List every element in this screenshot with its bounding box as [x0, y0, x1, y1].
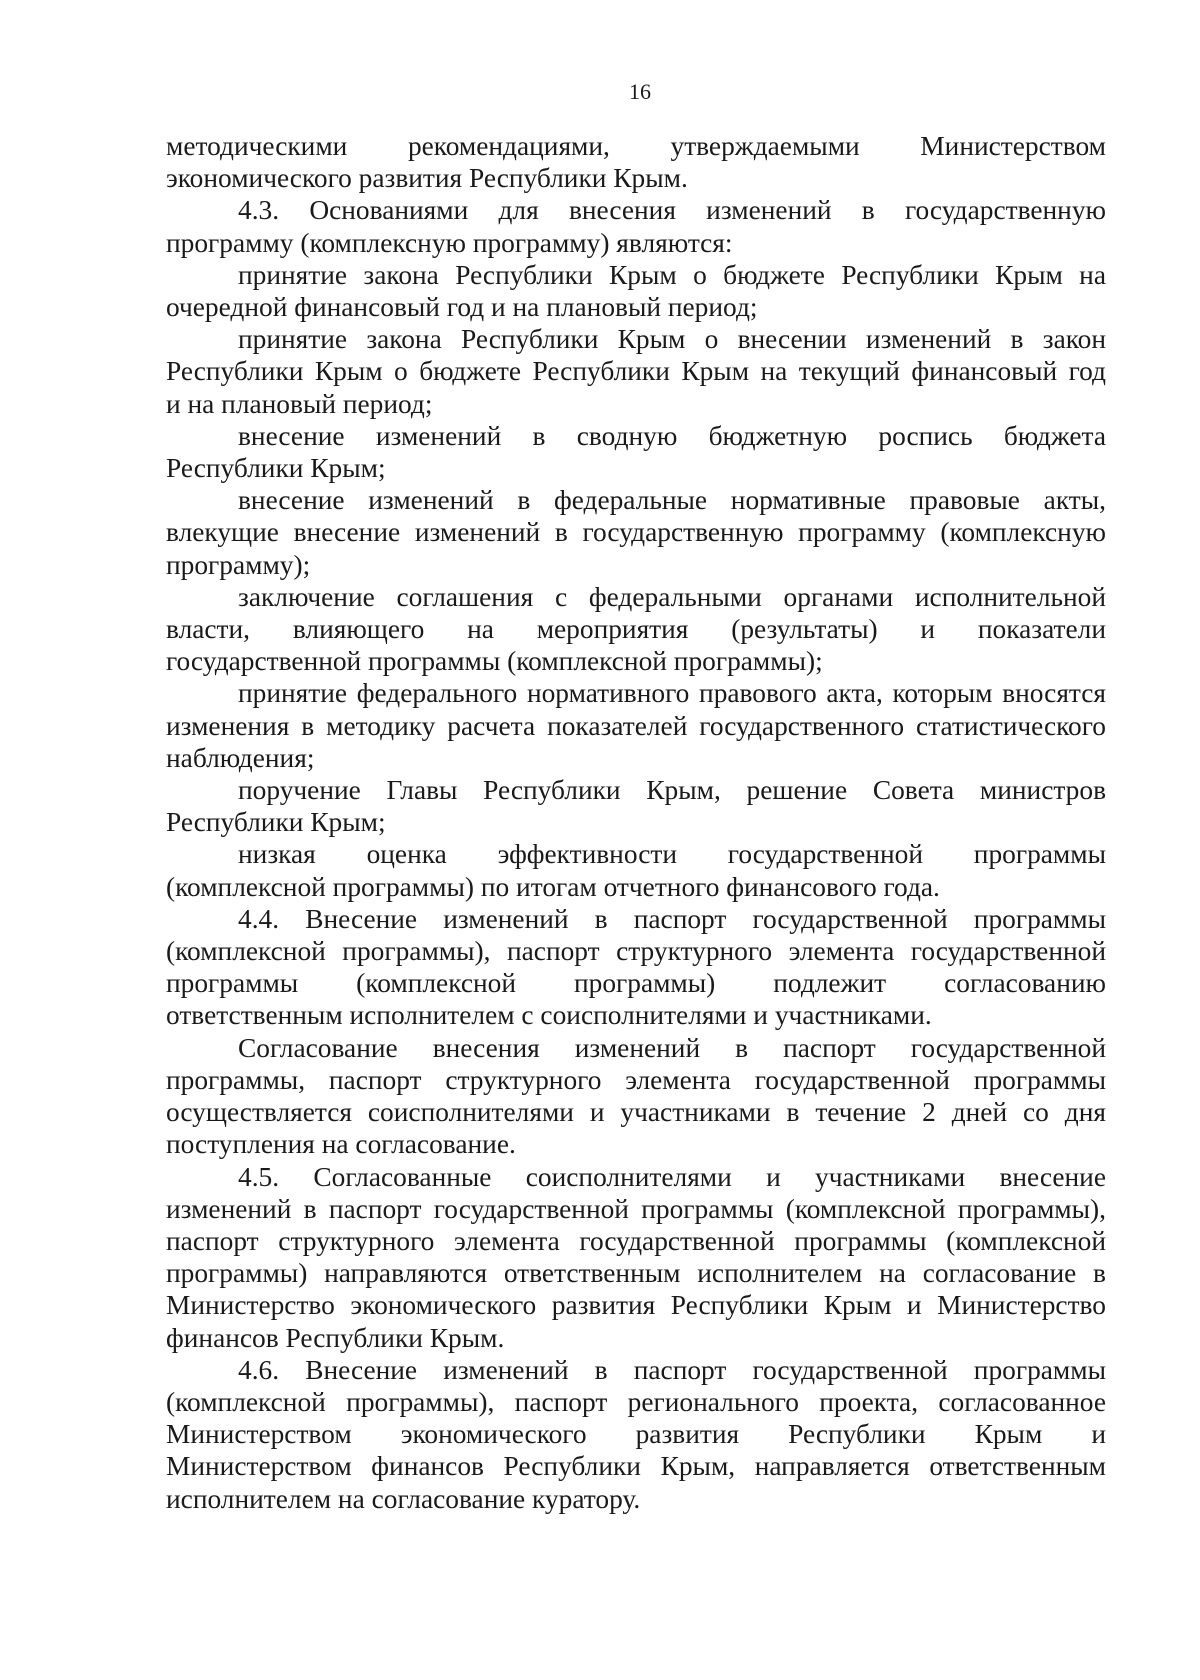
text-line: программы (комплексной программы) подлежит согласованию	[166, 968, 1106, 999]
paragraph	[166, 774, 1106, 838]
paragraph	[166, 130, 1106, 194]
text-line: Министерство экономического развития Республики Крым и Министерство	[166, 1290, 1106, 1321]
text-line: 4.6. Внесение изменений в паспорт государственной программы	[238, 1354, 1106, 1385]
text-line: внесение изменений в сводную бюджетную роспись бюджета	[238, 420, 1106, 451]
text-line: Республики Крым;	[166, 453, 386, 484]
page-number: 16	[629, 79, 651, 104]
text-line: программу (комплексную программу) являются:	[166, 227, 733, 258]
document-body	[166, 130, 1106, 1515]
text-line: наблюдения;	[166, 742, 315, 773]
text-line: влекущие внесение изменений в государственную программу (комплексную	[166, 517, 1106, 548]
paragraph	[166, 1032, 1106, 1161]
text-line: методическими рекомендациями, утверждаемыми Министерством	[166, 131, 1106, 161]
text-line: власти, влияющего на мероприятия (результаты) и показатели	[166, 614, 1106, 645]
paragraph	[166, 581, 1106, 678]
text-line: Министерством экономического развития Республики Крым и	[166, 1419, 1106, 1450]
text-line: Согласование внесения изменений в паспорт государственной	[238, 1032, 1106, 1063]
paragraph	[166, 677, 1106, 774]
text-line: ответственным исполнителем с соисполнителями и участниками.	[166, 1000, 932, 1031]
text-line: финансов Республики Крым.	[166, 1322, 505, 1353]
text-line: принятие федерального нормативного правового акта, которым вносятся	[238, 678, 1106, 709]
text-line: программы) направляются ответственным исполнителем на согласование в	[166, 1258, 1106, 1289]
text-line: Республики Крым;	[166, 807, 386, 838]
text-line: заключение соглашения с федеральными органами исполнительной	[238, 581, 1106, 612]
text-line: Республики Крым о бюджете Республики Крым на текущий финансовый год	[166, 356, 1106, 387]
text-line: 4.3. Основаниями для внесения изменений в государственную	[238, 195, 1106, 226]
text-line: очередной финансовый год и на плановый период;	[166, 292, 758, 323]
text-line: исполнителем на согласование куратору.	[166, 1483, 641, 1514]
text-line: (комплексной программы) по итогам отчетного финансового года.	[166, 871, 940, 902]
text-line: (комплексной программы), паспорт регионального проекта, согласованное	[166, 1386, 1106, 1417]
text-line: принятие закона Республики Крым о внесении изменений в закон	[238, 324, 1106, 355]
paragraph	[166, 194, 1106, 258]
text-line: поручение Главы Республики Крым, решение Совета министров	[238, 775, 1106, 806]
text-line: государственной программы (комплексной программы);	[166, 646, 823, 677]
text-line: Министерством финансов Республики Крым, направляется ответственным	[166, 1451, 1106, 1482]
paragraph	[166, 1161, 1106, 1354]
paragraph	[166, 323, 1106, 420]
text-line: и на плановый период;	[166, 388, 433, 419]
paragraph	[166, 259, 1106, 323]
text-line: 4.5. Согласованные соисполнителями и участниками внесение	[238, 1161, 1106, 1192]
text-line: низкая оценка эффективности государственной программы	[238, 839, 1106, 870]
paragraph	[166, 484, 1106, 581]
paragraph	[166, 838, 1106, 902]
text-line: внесение изменений в федеральные нормативные правовые акты,	[238, 485, 1106, 516]
text-line: паспорт структурного элемента государственной программы (комплексной	[166, 1225, 1106, 1256]
text-line: изменений в паспорт государственной программы (комплексной программы),	[166, 1193, 1106, 1224]
text-line: (комплексной программы), паспорт структурного элемента государственной	[166, 936, 1106, 967]
paragraph	[166, 903, 1106, 1032]
text-line: принятие закона Республики Крым о бюджете Республики Крым на	[238, 259, 1106, 290]
text-line: программы, паспорт структурного элемента государственной программы	[166, 1064, 1106, 1095]
paragraph	[166, 420, 1106, 484]
text-line: программу);	[166, 549, 311, 580]
text-line: экономического развития Республики Крым.	[166, 163, 688, 194]
text-line: 4.4. Внесение изменений в паспорт государственной программы	[238, 903, 1106, 934]
text-line: изменения в методику расчета показателей государственного статистического	[166, 710, 1106, 741]
text-line: поступления на согласование.	[166, 1129, 516, 1160]
text-line: осуществляется соисполнителями и участниками в течение 2 дней со дня	[166, 1097, 1106, 1128]
paragraph	[166, 1354, 1106, 1515]
